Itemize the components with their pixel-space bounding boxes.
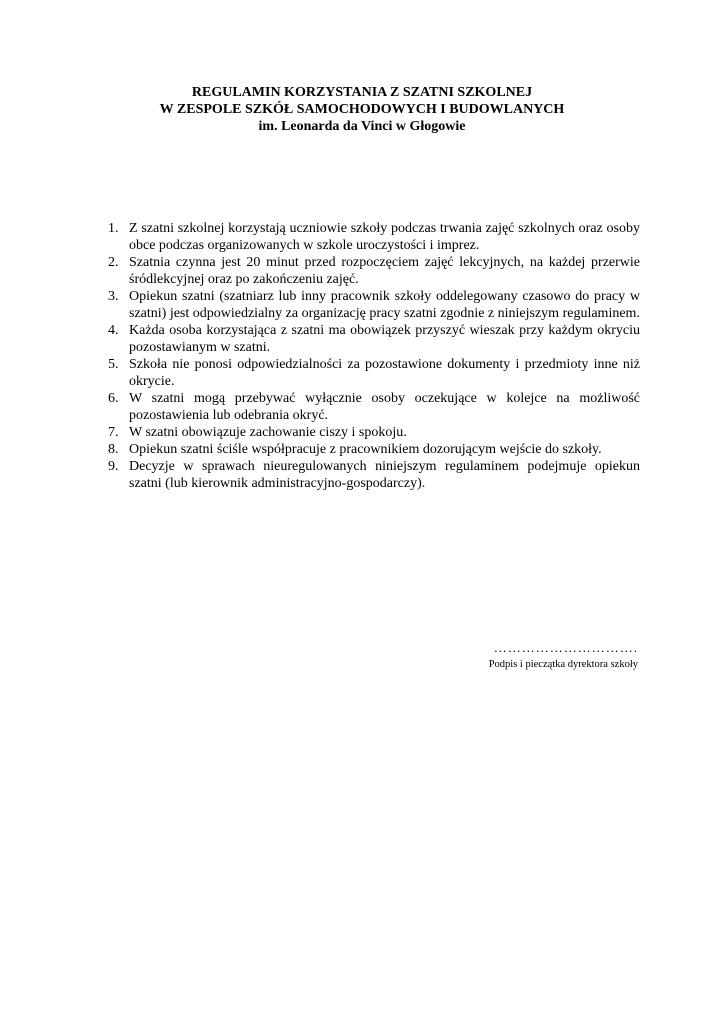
rule-text: Z szatni szkolnej korzystają uczniowie szkoły podczas trwania zajęć szkolnych oraz osoby obce podczas organizowanych w szkole uroczystości i imprez.: [129, 221, 640, 253]
rules-list: [108, 220, 640, 492]
rule-item: [108, 220, 640, 254]
title-line-2: W ZESPOLE SZKÓŁ SAMOCHODOWYCH I BUDOWLANYCH: [159, 102, 565, 117]
rule-item: [108, 322, 640, 356]
rule-item: [108, 356, 640, 390]
rule-text: Szkoła nie ponosi odpowiedzialności za pozostawione dokumenty i przedmioty inne niż okrycie.: [129, 357, 640, 389]
signature-line: ………………………….: [493, 640, 638, 655]
rule-number: 8.: [108, 442, 119, 457]
rule-number: 7.: [108, 425, 119, 440]
rule-number: 9.: [108, 459, 119, 474]
title-line-1: REGULAMIN KORZYSTANIA Z SZATNI SZKOLNEJ: [191, 85, 533, 100]
rule-item: [108, 254, 640, 288]
rule-item: [108, 424, 640, 441]
rule-number: 3.: [108, 289, 119, 304]
rule-text: Szatnia czynna jest 20 minut przed rozpoczęciem zajęć lekcyjnych, na każdej przerwie śródlekcyjnej oraz po zakończeniu zajęć.: [129, 255, 640, 287]
rule-number: 2.: [108, 255, 119, 270]
signature-label: Podpis i pieczątka dyrektora szkoły: [488, 659, 638, 670]
rule-text: Każda osoba korzystająca z szatni ma obowiązek przyszyć wieszak przy każdym okryciu pozostawianym w szatni.: [129, 323, 640, 355]
rule-item: [108, 458, 640, 492]
rule-number: 6.: [108, 391, 119, 406]
signature-block: [489, 640, 638, 672]
rule-text: Decyzje w sprawach nieuregulowanych niniejszym regulaminem podejmuje opiekun szatni (lub kierownik administracyjno-gospodarczy).: [129, 459, 640, 491]
document-title: [0, 84, 724, 135]
rule-number: 4.: [108, 323, 119, 338]
rule-number: 5.: [108, 357, 119, 372]
rule-item: [108, 441, 640, 458]
title-line-3: im. Leonarda da Vinci w Głogowie: [258, 119, 466, 134]
rule-text: Opiekun szatni ściśle współpracuje z pracownikiem dozorującym wejście do szkoły.: [129, 442, 602, 457]
rule-item: [108, 390, 640, 424]
rule-text: Opiekun szatni (szatniarz lub inny pracownik szkoły oddelegowany czasowo do pracy w szatni) jest odpowiedzialny za organizację pracy szatni zgodnie z niniejszym regulaminem.: [129, 289, 640, 321]
rule-number: 1.: [108, 221, 119, 236]
rule-text: W szatni obowiązuje zachowanie ciszy i spokoju.: [129, 425, 407, 440]
rule-item: [108, 288, 640, 322]
rule-text: W szatni mogą przebywać wyłącznie osoby oczekujące w kolejce na możliwość pozostawienia lub odebrania okryć.: [129, 391, 640, 423]
